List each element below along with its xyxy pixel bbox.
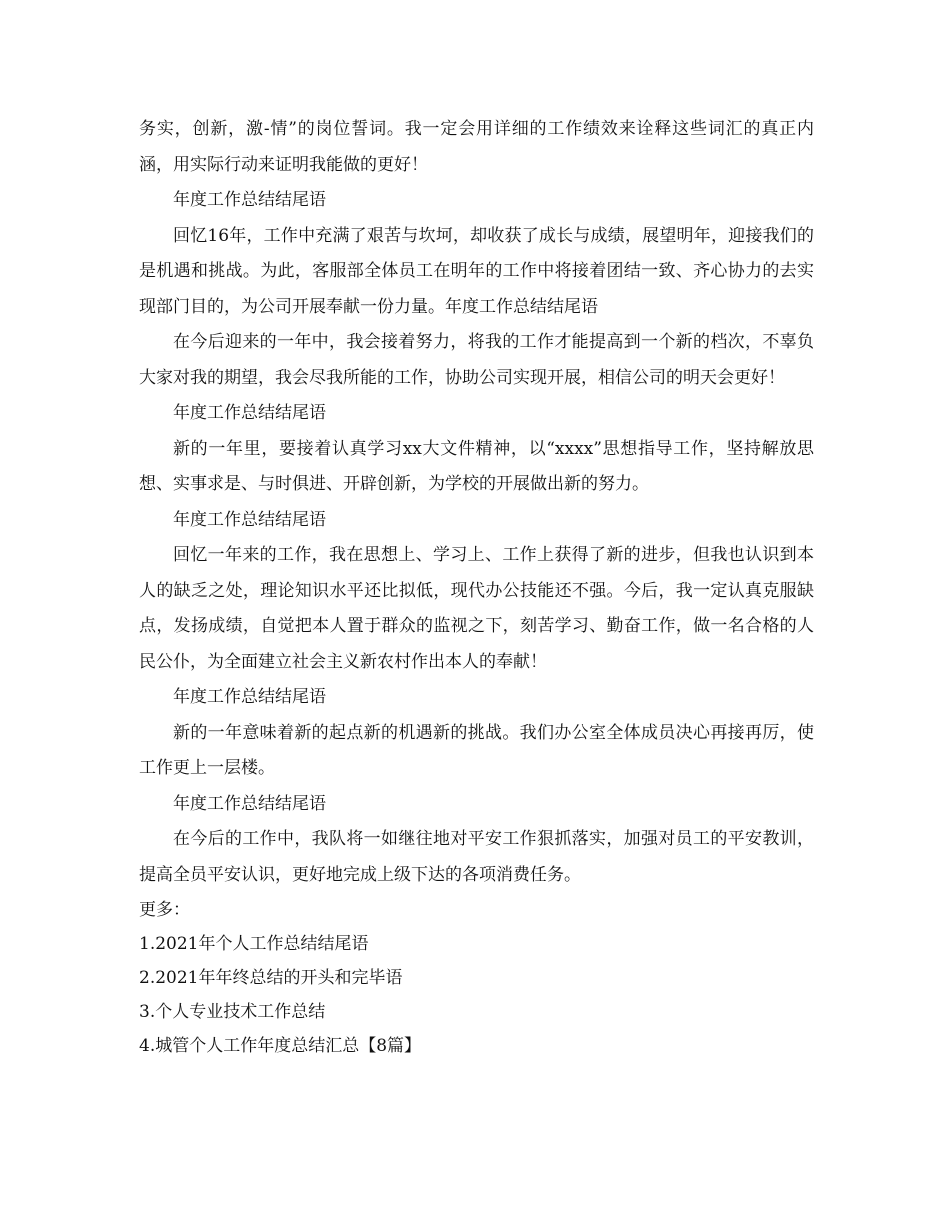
related-link[interactable]: 4.城管个人工作年度总结汇总【8篇】 <box>139 1036 422 1056</box>
paragraph-text: 回忆一年来的工作，我在思想上、学习上、工作上获得了新的进步，但我也认识到本人的缺乏之处，理论知识水平还比拟低，现代办公技能还不强。今后，我一定认真克服缺点，发扬成绩，自觉把本人置于群众的监视之下，刻苦学习、勤奋工作，做一名合格的人民公仆，为全面建立社会主义新农村作出本人的奉献！ <box>139 545 814 672</box>
paragraph-text: 新的一年里，要接着认真学习xx大文件精神，以“xxxx”思想指导工作，坚持解放思想、实事求是、与时俱进、开辟创新，为学校的开展做出新的努力。 <box>139 438 814 494</box>
paragraph-text: 在今后的工作中，我队将一如继往地对平安工作狠抓落实，加强对员工的平安教训，提高全员平安认识，更好地完成上级下达的各项消费任务。 <box>139 829 814 885</box>
section-heading: 年度工作总结结尾语 <box>173 403 326 423</box>
paragraph-text: 务实，创新，激-情”的岗位誓词。我一定会用详细的工作绩效来诠释这些词汇的真正内涵，用实际行动来证明我能做的更好！ <box>139 119 814 175</box>
section-heading: 年度工作总结结尾语 <box>173 509 326 530</box>
related-link[interactable]: 2.2021年年终总结的开头和完毕语 <box>139 968 403 988</box>
related-link[interactable]: 1.2021年个人工作总结结尾语 <box>139 934 369 954</box>
more-label: 更多： <box>139 900 190 920</box>
section-heading: 年度工作总结结尾语 <box>173 687 326 707</box>
paragraph-text: 回忆16年，工作中充满了艰苦与坎坷，却收获了成长与成绩，展望明年，迎接我们的是机遇和挑战。为此，客服部全体员工在明年的工作中将接着团结一致、齐心协力的去实现部门目的，为公司开展奉献一份力量。年度工作总结结尾语 <box>139 225 814 317</box>
document-body <box>139 112 814 1063</box>
paragraph-text: 在今后迎来的一年中，我会接着努力，将我的工作才能提高到一个新的档次，不辜负大家对我的期望，我会尽我所能的工作，协助公司实现开展，相信公司的明天会更好！ <box>139 332 814 388</box>
paragraph-text: 新的一年意味着新的起点新的机遇新的挑战。我们办公室全体成员决心再接再厉，使工作更上一层楼。 <box>139 722 814 778</box>
section-heading: 年度工作总结结尾语 <box>173 793 326 814</box>
section-heading: 年度工作总结结尾语 <box>173 190 326 210</box>
related-link[interactable]: 3.个人专业技术工作总结 <box>139 1002 326 1022</box>
